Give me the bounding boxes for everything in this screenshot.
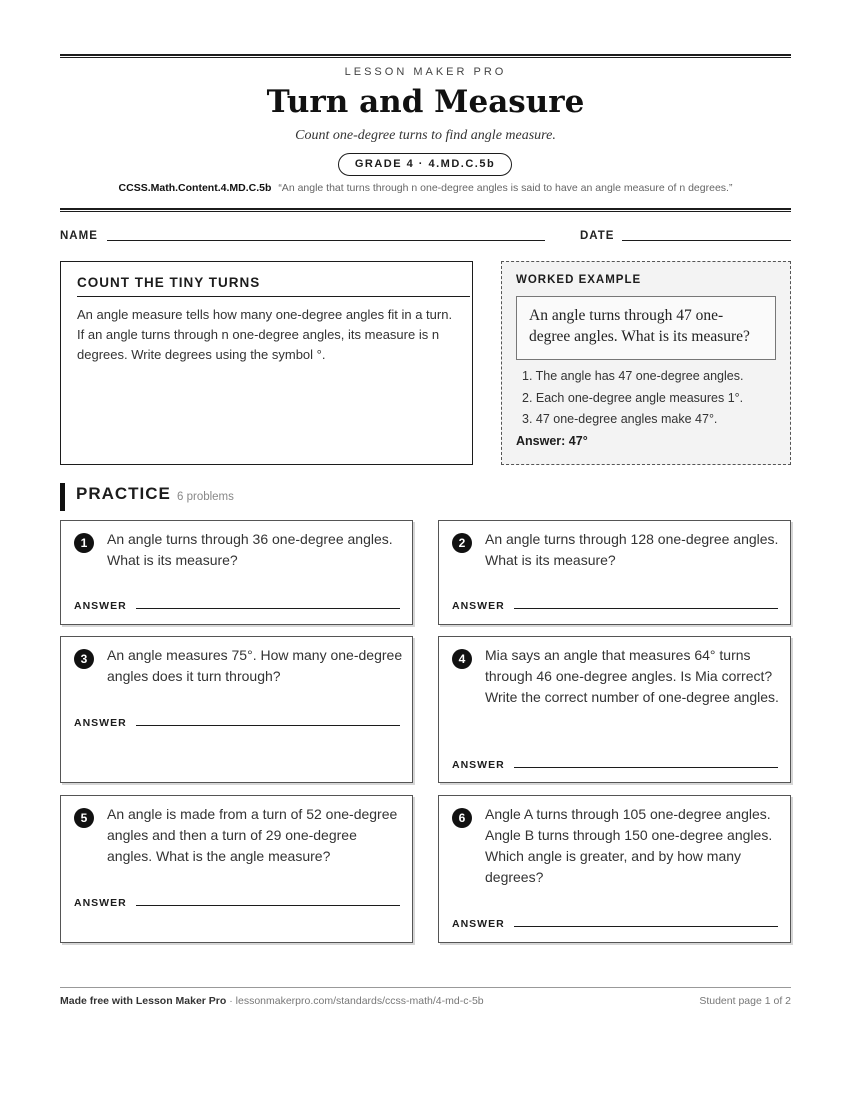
footer-brand-link[interactable]: Made free with Lesson Maker Pro (60, 995, 227, 1007)
brand-name: LESSON MAKER PRO (344, 66, 507, 78)
problem-card-2 (438, 520, 791, 625)
page-subtitle: Count one-degree turns to find angle measure. (295, 128, 556, 143)
intro-panel (60, 261, 473, 465)
answer-label: ANSWER (74, 897, 127, 909)
problem-text: An angle turns through 128 one-degree angles. What is its measure? (485, 531, 779, 568)
footer-credit (60, 995, 484, 1007)
problem-card-6 (438, 795, 791, 943)
answer-field[interactable] (514, 608, 778, 609)
worked-example-answer: Answer: 47° (516, 434, 588, 448)
worked-example-step: 3. 47 one-degree angles make 47°. (522, 412, 718, 426)
intro-heading: COUNT THE TINY TURNS (77, 275, 470, 297)
standard-code: CCSS.Math.Content.4.MD.C.5b (118, 182, 272, 194)
answer-field[interactable] (136, 608, 400, 609)
date-label: DATE (580, 230, 615, 242)
page-title: Turn and Measure (266, 84, 585, 120)
grade-badge: GRADE 4 · 4.MD.C.5b (338, 153, 512, 176)
problem-text: Mia says an angle that measures 64° turns through 46 one-degree angles. Is Mia correct? Write the correct number of one-degree angles. (485, 647, 779, 705)
problem-text: An angle is made from a turn of 52 one-degree angles and then a turn of 29 one-degree angles. What is the angle measure? (107, 806, 398, 864)
header-double-rule (60, 208, 791, 212)
problem-card-1 (60, 520, 413, 625)
footer-page-number: Student page 1 of 2 (699, 995, 791, 1007)
standard-line (60, 182, 791, 194)
answer-label: ANSWER (452, 759, 505, 771)
problem-number: 6 (452, 808, 472, 828)
footer-url[interactable]: · lessonmakerpro.com/standards/ccss-math/4-md-c-5b (226, 995, 484, 1007)
worked-example-panel (501, 261, 791, 465)
problem-text: An angle measures 75°. How many one-degree angles does it turn through? (107, 647, 403, 684)
answer-field[interactable] (136, 905, 400, 906)
footer-rule (60, 987, 791, 988)
answer-label: ANSWER (452, 918, 505, 930)
problem-card-5 (60, 795, 413, 943)
worked-example-step: 2. Each one-degree angle measures 1°. (522, 390, 744, 405)
problem-number: 3 (74, 649, 94, 669)
answer-field[interactable] (514, 767, 778, 768)
problem-number: 1 (74, 533, 94, 553)
problem-text: An angle turns through 36 one-degree angles. What is its measure? (107, 531, 393, 568)
answer-field[interactable] (514, 926, 778, 927)
name-label: NAME (60, 230, 98, 242)
problem-text: Angle A turns through 105 one-degree angles. Angle B turns through 150 one-degree angles. Which angle is greater, and by how many degrees? (485, 806, 773, 885)
answer-field[interactable] (136, 725, 400, 726)
problem-number: 2 (452, 533, 472, 553)
practice-accent-bar (60, 483, 65, 511)
problem-card-4 (438, 636, 791, 783)
worked-example-steps (522, 366, 743, 431)
worked-example-question: An angle turns through 47 one-degree angles. What is its measure? (516, 296, 776, 360)
practice-title: PRACTICE (76, 484, 171, 503)
problem-card-3 (60, 636, 413, 783)
date-field[interactable] (622, 240, 791, 241)
name-field[interactable] (107, 240, 545, 241)
intro-text: An angle measure tells how many one-degree angles fit in a turn. If an angle turns through n one-degree angles, its measure is n degrees. Write degrees using the symbol °. (77, 307, 453, 362)
problem-number: 4 (452, 649, 472, 669)
practice-count: 6 problems (177, 491, 234, 503)
standard-text: “An angle that turns through n one-degree angles is said to have an angle measure of n degrees.” (278, 182, 733, 194)
worked-example-label: WORKED EXAMPLE (516, 274, 642, 286)
top-double-rule (60, 54, 791, 58)
answer-label: ANSWER (74, 600, 127, 612)
answer-label: ANSWER (74, 717, 127, 729)
answer-label: ANSWER (452, 600, 505, 612)
problem-number: 5 (74, 808, 94, 828)
worked-example-step: 1. The angle has 47 one-degree angles. (522, 369, 744, 383)
